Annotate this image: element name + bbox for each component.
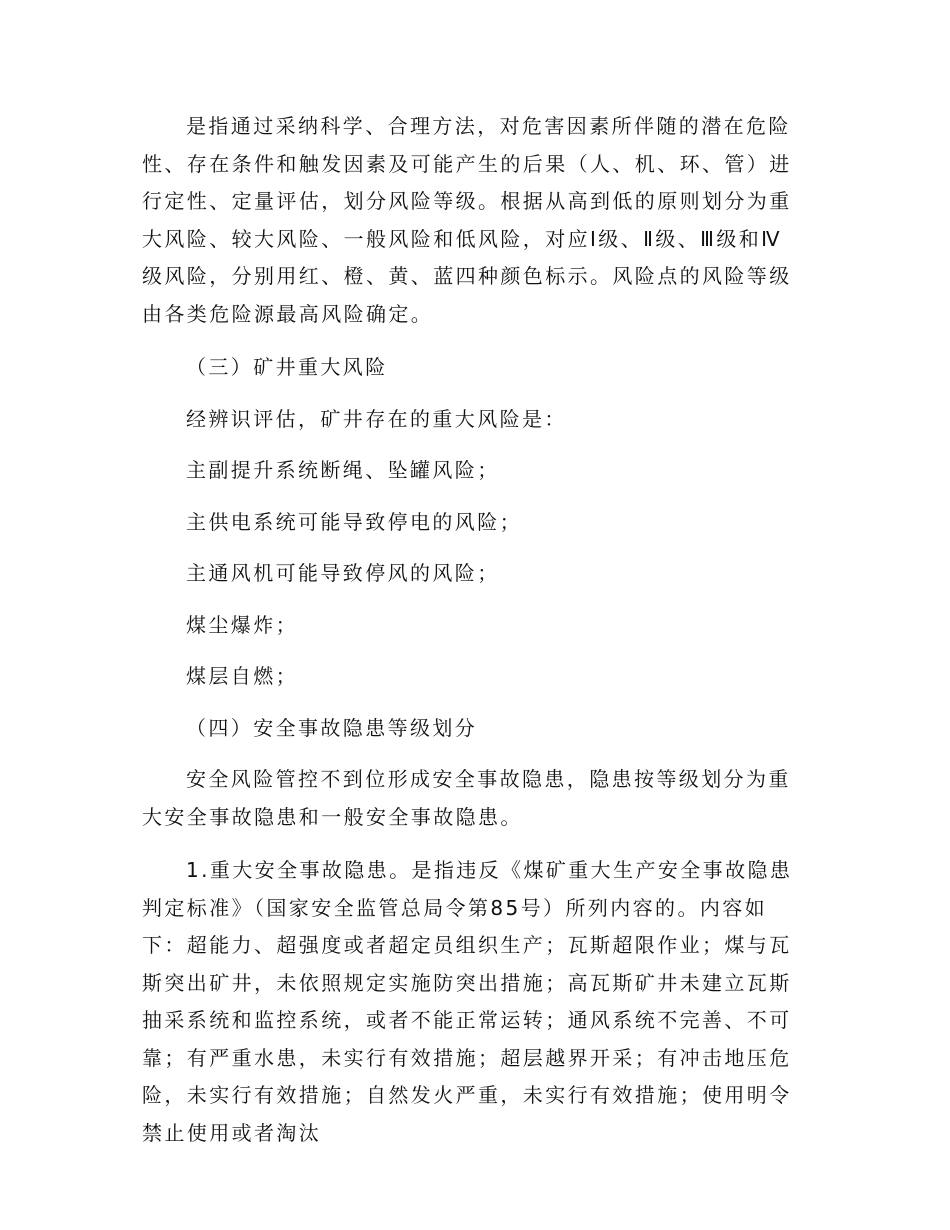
list-item-coal-dust-explosion: 煤尘爆炸； xyxy=(186,612,298,637)
paragraph-risk-assessment-definition: 是指通过采纳科学、合理方法，对危害因素所伴随的潜在危险性、存在条件和触发因素及可能产生的后果（人、机、环、管）进行定性、定量评估，划分风险等级。根据从高到低的原则划分为重大风险、较大风险、一般风险和低风险，对应Ⅰ级、Ⅱ级、Ⅲ级和Ⅳ级风险，分别用红、橙、黄、蓝四种颜色标示。风险点的风险等级由各类危险源最高风险确定。 xyxy=(142,114,792,326)
paragraph-major-hazard-definition: 1.重大安全事故隐患。是指违反《煤矿重大生产安全事故隐患判定标准》（国家安全监管总局令第85号）所列内容的。内容如下：超能力、超强度或者超定员组织生产；瓦斯超限作业；煤与瓦斯突出矿井，未依照规定实施防突出措施；高瓦斯矿井未建立瓦斯抽采系统和监控系统，或者不能正常运转；通风系统不完善、不可靠；有严重水患，未实行有效措施；超层越界开采；有冲击地压危险，未实行有效措施；自然发火严重，未实行有效措施；使用明令禁止使用或者淘汰 xyxy=(142,858,793,1145)
heading-section-4: （四）安全事故隐患等级划分 xyxy=(186,715,478,740)
paragraph-hazard-classification: 安全风险管控不到位形成安全事故隐患，隐患按等级划分为重大安全事故隐患和一般安全事故隐患。 xyxy=(142,767,791,829)
paragraph-major-risks-intro: 经辨识评估，矿井存在的重大风险是： xyxy=(186,406,567,431)
heading-section-3: （三）矿井重大风险 xyxy=(186,355,388,379)
list-item-hoisting-risk: 主副提升系统断绳、坠罐风险； xyxy=(186,458,500,482)
list-item-coal-seam-combustion: 煤层自燃； xyxy=(186,664,298,688)
document-body xyxy=(142,108,802,1152)
list-item-ventilation-risk: 主通风机可能导致停风的风险； xyxy=(186,561,500,585)
list-item-power-supply-risk: 主供电系统可能导致停电的风险； xyxy=(186,509,522,534)
